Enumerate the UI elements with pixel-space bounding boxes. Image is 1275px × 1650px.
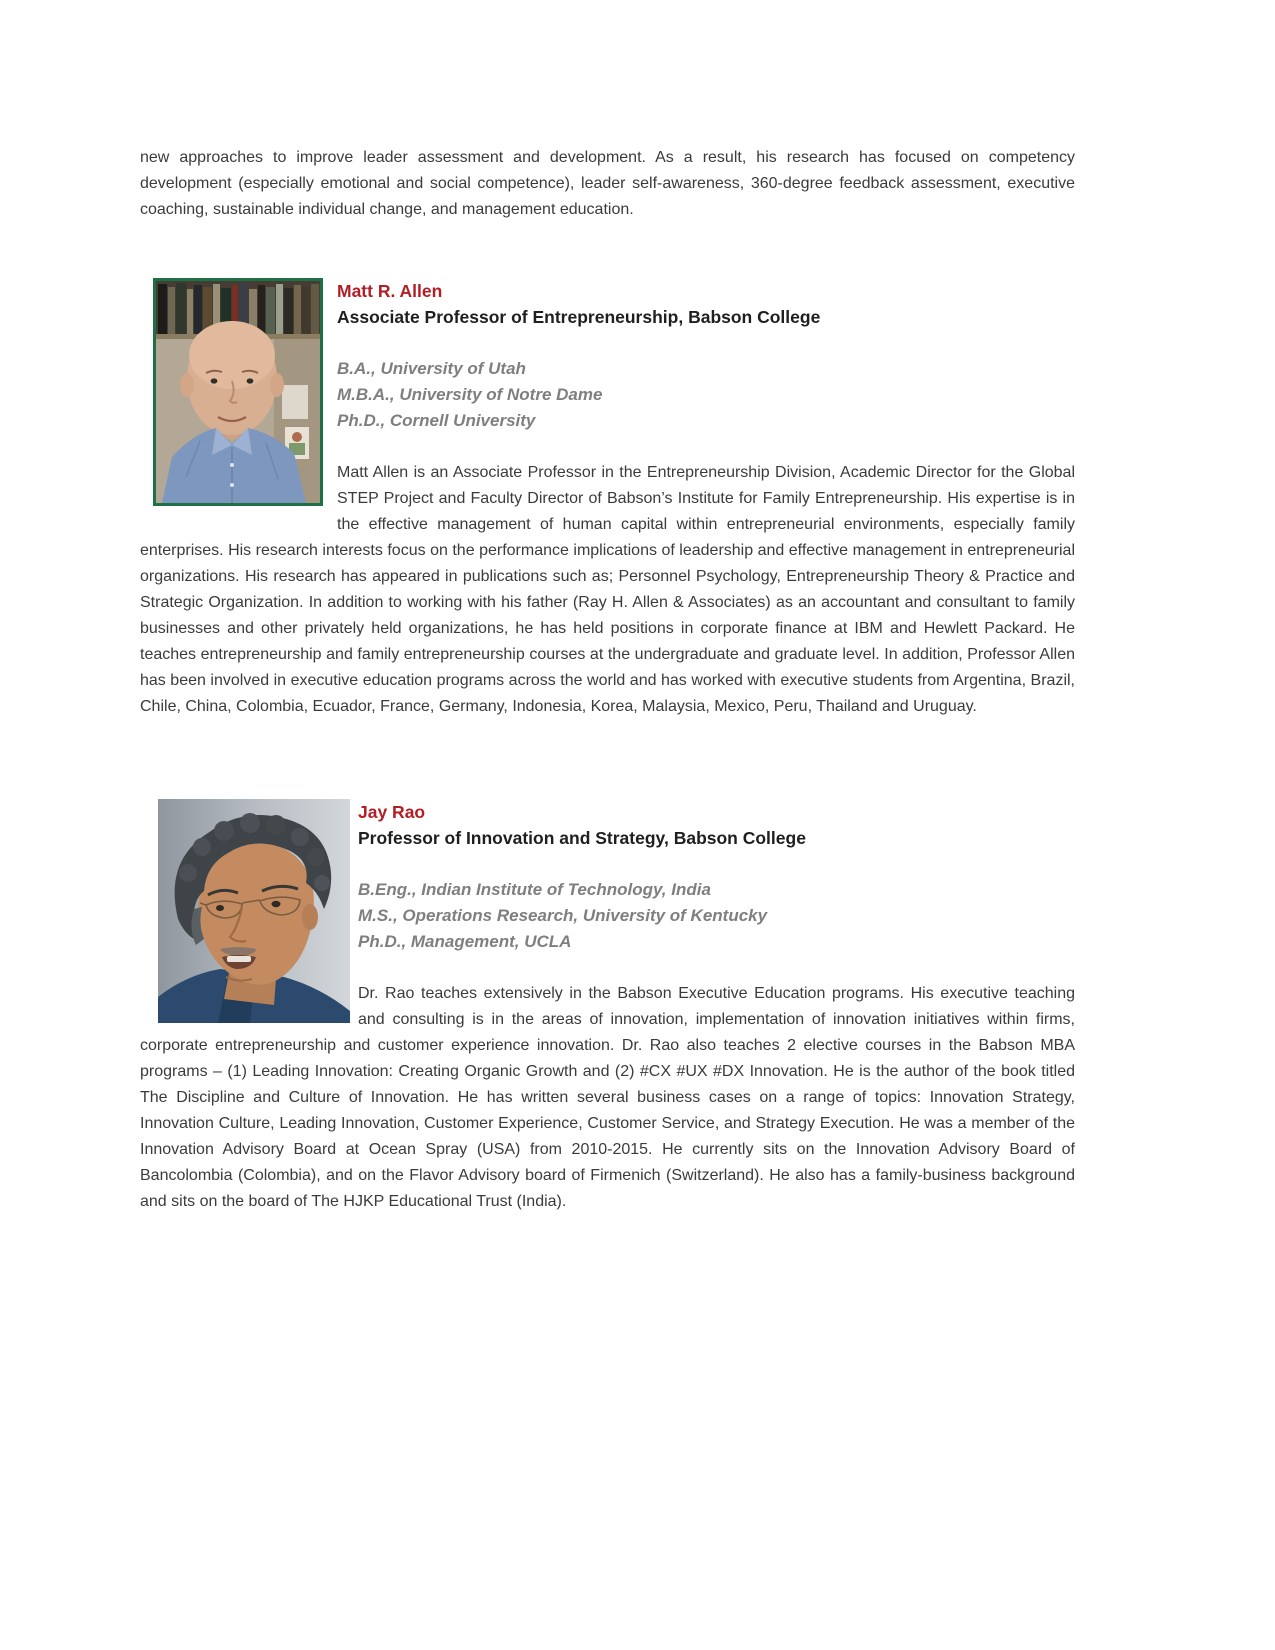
profile-title: Professor of Innovation and Strategy, Babson College <box>358 828 806 848</box>
degree-line: M.B.A., University of Notre Dame <box>337 385 603 404</box>
profile-jay-rao <box>140 799 1075 1215</box>
degree-line: Ph.D., Cornell University <box>337 411 536 430</box>
profile-name: Jay Rao <box>358 802 426 822</box>
matt-allen-portrait-image <box>156 281 320 503</box>
degree-line: B.Eng., Indian Institute of Technology, India <box>358 880 711 899</box>
jay-rao-photo <box>158 799 350 1023</box>
profile-title: Associate Professor of Entrepreneurship, Babson College <box>337 307 821 327</box>
profile-name: Matt R. Allen <box>337 281 443 301</box>
bio-paragraph: Dr. Rao teaches extensively in the Babson Executive Education programs. His executive teaching and consulting is in the areas of innovation, implementation of innovation initiatives within firms, corporate entrepreneurship and customer experience innovation. Dr. Rao also teaches 2 elective courses in the Babson MBA programs – (1) Leading Innovation: Creating Organic Growth and (2) #CX #UX #DX Innovation. He is the author of the book titled The Discipline and Culture of Innovation. He has written several business cases on a range of topics: Innovation Strategy, Innovation Culture, Leading Innovation, Customer Experience, Customer Service, and Strategy Execution. He was a member of the Innovation Advisory Board at Ocean Spray (USA) from 2010-2015. He currently sits on the Innovation Advisory Board of Bancolombia (Colombia), and on the Flavor Advisory board of Firmenich (Switzerland). He also has a family-business background and sits on the board of The HJKP Educational Trust (India). <box>140 985 1075 1210</box>
matt-allen-photo <box>153 278 323 506</box>
degree-line: Ph.D., Management, UCLA <box>358 932 572 951</box>
degree-line: M.S., Operations Research, University of Kentucky <box>358 906 768 925</box>
jay-rao-portrait-image <box>158 799 350 1023</box>
bio-paragraph: Matt Allen is an Associate Professor in the Entrepreneurship Division, Academic Director for the Global STEP Project and Faculty Director of Babson’s Institute for Family Entrepreneurship. His expertise is in the effective management of human capital within entrepreneurial environments, especially family enterprises. His research interests focus on the performance implications of leadership and effective management in entrepreneurial organizations. His research has appeared in publications such as; Personnel Psychology, Entrepreneurship Theory & Practice and Strategic Organization. In addition to working with his father (Ray H. Allen & Associates) as an accountant and consultant to family businesses and other privately held organizations, he has held positions in corporate finance at IBM and Hewlett Packard. He teaches entrepreneurship and family entrepreneurship courses at the undergraduate and graduate level. In addition, Professor Allen has been involved in executive education programs across the world and has worked with executive students from Argentina, Brazil, Chile, China, Colombia, Ecuador, France, Germany, Indonesia, Korea, Malaysia, Mexico, Peru, Thailand and Uruguay. <box>140 464 1075 715</box>
degree-line: B.A., University of Utah <box>337 359 526 378</box>
intro-paragraph: new approaches to improve leader assessment and development. As a result, his research has focused on competency development (especially emotional and social competence), leader self-awareness, 360-degree feedback assessment, executive coaching, sustainable individual change, and management education. <box>140 149 1075 218</box>
profile-matt-allen <box>140 278 1075 720</box>
